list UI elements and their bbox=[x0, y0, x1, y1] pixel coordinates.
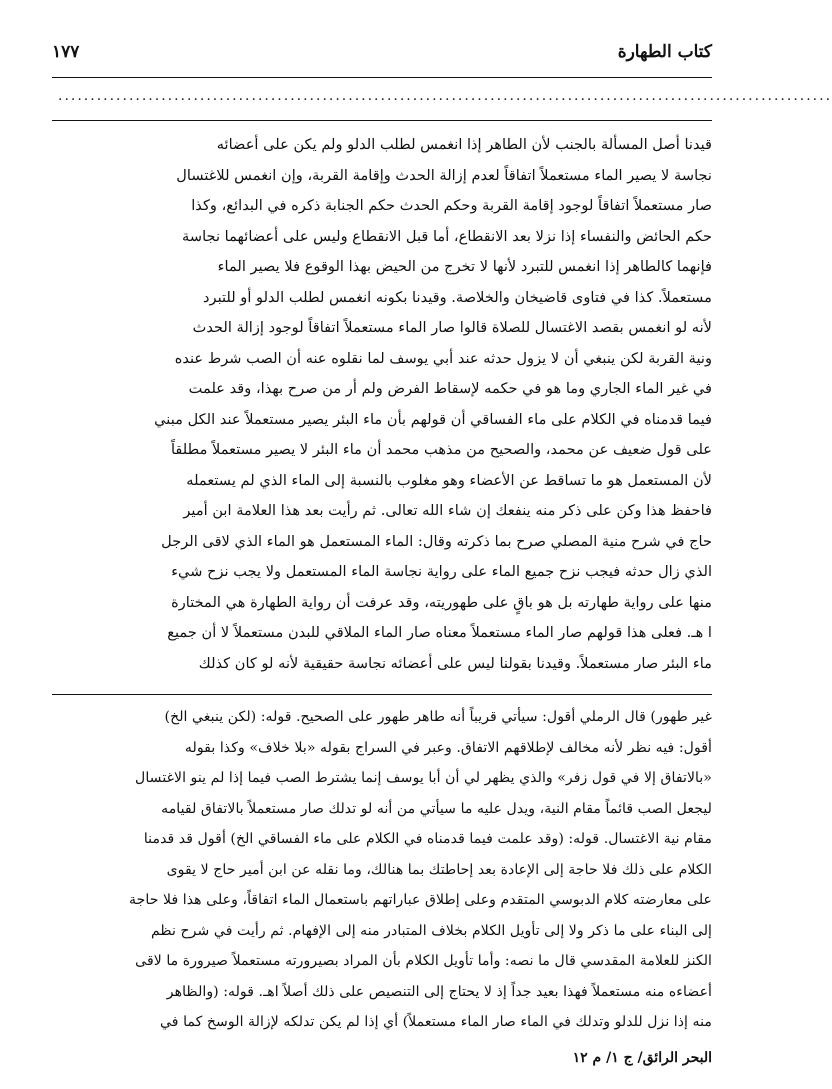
main-text-line: فإنهما كالطاهر إذا انغمس للتبرد لأنها لا تخرج من الحيض بهذا الوقوع فلا يصير الماء bbox=[217, 258, 712, 275]
main-text-line: على قول ضعيف عن محمد، والصحيح من مذهب محمد أن ماء البئر لا يصير مستعملاً مطلقاً bbox=[170, 441, 712, 458]
main-text-line: مستعملاً. كذا في فتاوى قاضيخان والخلاصة. وقيدنا بكونه انغمس لطلب الدلو أو للتبرد bbox=[203, 288, 712, 306]
footnote-line: مقام نية الاغتسال. قوله: (وقد علمت فيما قدمناه في الكلام على ماء الفساقي الخ) أقول قد قدمنا bbox=[143, 831, 712, 847]
main-text-top-rule bbox=[52, 120, 712, 121]
main-text-line: فاحفظ هذا وكن على ذكر منه ينفعك إن شاء الله تعالى. ثم رأيت بعد هذا العلامة ابن أمير bbox=[183, 502, 712, 519]
footnote-line: منه إذا نزل للدلو وتدلك في الماء صار الماء مستعملاً) أي إذا لم يكن تدلكه لإزالة الوسخ كما في bbox=[159, 1014, 712, 1030]
main-text-line: ا هـ. فعلى هذا قولهم صار الماء مستعملاً معناه صار الماء الملاقي للبدن مستعملاً لا أن جميع bbox=[167, 624, 712, 641]
main-text-line: في غير الماء الجاري وما هو في حكمه لإسقاط الفرض ولم أر من صرح بهذا، وقد علمت bbox=[188, 380, 712, 397]
main-text-line: لأنه لو انغمس بقصد الاغتسال للصلاة قالوا صار الماء مستعملاً اتفاقاً لوجود إزالة الحدث bbox=[192, 319, 712, 336]
footnote-line: «بالاتفاق إلا في قول زفر» والذي يظهر لي أن أبا يوسف إنما يشترط الصب فيما إذا لم ينو الاغتسال bbox=[135, 770, 712, 786]
main-text-line: حاج في شرح منية المصلي صرح بما ذكرته وقال: الماء المستعمل هو الماء الذي لاقى الرجل bbox=[161, 532, 712, 550]
footnote-separator-rule bbox=[52, 694, 712, 695]
page-header bbox=[52, 38, 712, 78]
main-text bbox=[52, 130, 712, 679]
footnote-line: إلى البناء على ما ذكر ولا إلى تأويل الكلام بخلاف المتبادر منه إلى الإفهام. ثم رأيت في شرح نظم bbox=[150, 922, 712, 939]
main-text-line: نجاسة لا يصير الماء مستعملاً اتفاقاً لعدم إزالة الحدث وإقامة القربة، وإن انغمس للاغتسال bbox=[176, 166, 712, 184]
main-text-line: قيدنا أصل المسألة بالجنب لأن الطاهر إذا انغمس لطلب الدلو ولم يكن على أعضائه bbox=[216, 136, 712, 153]
footnote-line: ليجعل الصب قائماً مقام النية، ويدل عليه ما سيأتي من أنه لو تدلك صار مستعملاً بالاتفاق لقيامه bbox=[161, 800, 712, 817]
main-text-line: ونية القربة لكن ينبغي أن لا يزول حدثه عند أبي يوسف لما نقلوه عنه أن الصب شرط عنده bbox=[174, 349, 712, 367]
footnote-line: غير طهور) قال الرملي أقول: سيأتي قريباً أنه طاهر طهور على الصحيح. قوله: (لكن ينبغي الخ) bbox=[164, 709, 712, 725]
volume-signature: البحر الرائق/ ج ١/ م ١٢ bbox=[572, 1050, 712, 1066]
book-title: كتاب الطهارة bbox=[617, 42, 712, 62]
footnote-line: الكلام على ذلك فلا حاجة إلى الإعادة بعد إحاطتك بما هنالك، وما نقله عن ابن أمير حاج لا يقوى bbox=[166, 861, 712, 878]
main-text-line: حكم الحائض والنفساء إذا نزلا بعد الانقطاع، أما قبل الانقطاع وليس على أعضائهما نجاسة bbox=[182, 227, 712, 245]
footnote-line: على معارضته كلام الدبوسي المتقدم وعلى إطلاق عباراتهم باستعمال الماء اتفاقاً، وعلى هذا فلا حاجة bbox=[129, 892, 712, 908]
main-text-line: لأن المستعمل هو ما تساقط عن الأعضاء وهو مغلوب بالنسبة إلى الماء الذي لم يستعمله bbox=[186, 471, 712, 489]
main-text-line: ماء البئر صار مستعملاً. وقيدنا بقولنا ليس على أعضائه نجاسة حقيقية لأنه لو كان كذلك bbox=[198, 654, 712, 672]
footnote-text bbox=[52, 702, 712, 1038]
main-text-line: فيما قدمناه في الكلام على ماء الفساقي أن قولهم بأن ماء البئر يصير مستعملاً عند الكل مبني bbox=[154, 410, 712, 428]
footnote-line: أقول: فيه نظر لأنه مخالف لإطلاقهم الاتفاق. وعبر في السراج بقوله «بلا خلاف» وكذا بقوله bbox=[184, 739, 712, 756]
page-number: ١٧٧ bbox=[52, 42, 80, 62]
dotted-separator: ........................................................................................................................ bbox=[58, 88, 832, 104]
main-text-line: الذي زال حدثه فيجب نزح جميع الماء على رواية نجاسة الماء المستعمل ولا يجب نزح شيء bbox=[171, 563, 712, 580]
footnote-line: الكنز للعلامة المقدسي قال ما نصه: وأما تأويل الكلام بأن المراد بصيرورته مستعملاً صيرورة ما لاقى bbox=[135, 953, 712, 969]
header-rule bbox=[52, 77, 712, 78]
footnote-line: أعضاءه منه مستعملاً فهذا بعيد جداً إذ لا يحتاج إلى التنصيص على ذلك أصلاً اهـ. قوله: (والظاهر bbox=[166, 983, 712, 1000]
main-text-line: منها على رواية طهارته بل هو باقٍ على طهوريته، وقد عرفت أن رواية الطهارة هي المختارة bbox=[171, 593, 712, 611]
main-text-line: صار مستعملاً اتفاقاً لوجود إقامة القربة وحكم الحدث حكم الجنابة ذكره في البدائع، وكذا bbox=[191, 197, 712, 214]
